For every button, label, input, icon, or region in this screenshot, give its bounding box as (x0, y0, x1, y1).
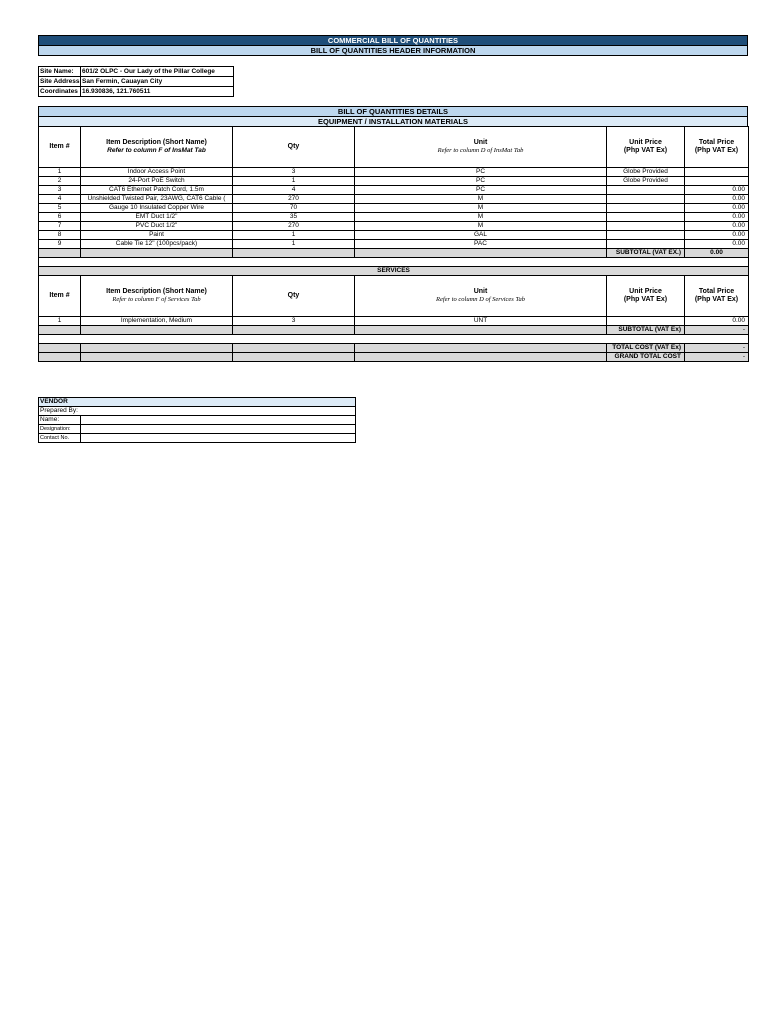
unit-header-label: Unit (473, 288, 488, 295)
total-cost-row (39, 344, 749, 353)
item-total-price: 0.00 (685, 204, 749, 213)
empty-cell (355, 249, 607, 258)
col-desc-header (81, 276, 233, 317)
total-price-label: Total Price (698, 288, 735, 295)
item-description: EMT Duct 1/2" (81, 213, 233, 222)
table-row (39, 231, 749, 240)
item-number: 7 (39, 222, 81, 231)
item-unit-price (607, 204, 685, 213)
unit-price-label: Unit Price (629, 288, 662, 295)
services-title: SERVICES (39, 267, 749, 276)
desc-header-note: Refer to column F of Services Tab (112, 296, 201, 303)
spacer-row (39, 335, 749, 344)
equipment-table (38, 126, 749, 362)
table-row (39, 177, 749, 186)
item-qty: 1 (233, 240, 355, 249)
vendor-title-row (39, 398, 356, 407)
empty-cell (81, 344, 233, 353)
item-qty: 3 (233, 168, 355, 177)
spacer-row (39, 258, 749, 267)
item-unit: M (355, 222, 607, 231)
item-unit: M (355, 213, 607, 222)
item-unit-price (607, 231, 685, 240)
vendor-row (39, 434, 356, 443)
item-number: 4 (39, 195, 81, 204)
subtotal-label: SUBTOTAL (VAT Ex) (607, 326, 685, 335)
empty-cell (81, 249, 233, 258)
spacer-cell (39, 335, 749, 344)
item-qty: 70 (233, 204, 355, 213)
item-unit: M (355, 195, 607, 204)
grand-total-row (39, 353, 749, 362)
item-unit-price (607, 240, 685, 249)
table-row (39, 222, 749, 231)
item-number: 1 (39, 168, 81, 177)
subtotal-value: 0.00 (685, 249, 749, 258)
empty-cell (355, 344, 607, 353)
services-subtotal-row (39, 326, 749, 335)
empty-cell (233, 344, 355, 353)
item-description: Indoor Access Point (81, 168, 233, 177)
item-number: 6 (39, 213, 81, 222)
item-unit-price: Globe Provided (607, 168, 685, 177)
unit-price-sub: (Php VAT Ex) (623, 296, 668, 303)
vendor-value-field (81, 434, 356, 443)
item-unit: GAL (355, 231, 607, 240)
col-item-header: Item # (39, 127, 81, 168)
vendor-label: Name: (39, 416, 81, 425)
item-unit-price: Globe Provided (607, 177, 685, 186)
empty-cell (39, 326, 81, 335)
item-unit: PC (355, 177, 607, 186)
col-total-price-header (685, 127, 749, 168)
vendor-value-field (81, 416, 356, 425)
vendor-row (39, 407, 356, 416)
total-cost-value: - (685, 344, 749, 353)
item-description: Paint (81, 231, 233, 240)
grand-total-label: GRAND TOTAL COST (607, 353, 685, 362)
col-unit-price-header (607, 127, 685, 168)
equipment-title: EQUIPMENT / INSTALLATION MATERIALS (38, 116, 748, 127)
table-row (39, 213, 749, 222)
services-header-row (39, 276, 749, 317)
empty-cell (81, 326, 233, 335)
empty-cell (39, 249, 81, 258)
site-info-value: 16.930836, 121.760511 (81, 87, 234, 97)
item-description: 24-Port PoE Switch (81, 177, 233, 186)
item-unit-price (607, 222, 685, 231)
col-qty-header: Qty (233, 127, 355, 168)
table-row (39, 186, 749, 195)
col-item-header: Item # (39, 276, 81, 317)
site-info-value: San Fermin, Cauayan City (81, 77, 234, 87)
col-unit-price-header (607, 276, 685, 317)
empty-cell (39, 353, 81, 362)
desc-header-label: Item Description (Short Name) (106, 288, 207, 295)
item-total-price (685, 177, 749, 186)
desc-header-note: Refer to column F of InsMat Tab (107, 147, 206, 154)
item-unit-price (607, 195, 685, 204)
empty-cell (233, 353, 355, 362)
item-number: 5 (39, 204, 81, 213)
spacer-cell (39, 258, 749, 267)
vendor-row (39, 425, 356, 434)
item-number: 9 (39, 240, 81, 249)
empty-cell (233, 249, 355, 258)
item-total-price: 0.00 (685, 213, 749, 222)
total-price-label: Total Price (698, 139, 735, 146)
coordinates-row (39, 87, 234, 97)
site-info-value: 601/2 OLPC - Our Lady of the Pillar College (81, 67, 234, 77)
empty-cell (233, 326, 355, 335)
subtotal-label: SUBTOTAL (VAT EX.) (607, 249, 685, 258)
item-total-price: 0.00 (685, 317, 749, 326)
item-total-price: 0.00 (685, 222, 749, 231)
col-unit-header (355, 127, 607, 168)
subtotal-value: - (685, 326, 749, 335)
item-unit-price (607, 213, 685, 222)
site-info-label: Site Address (40, 78, 80, 85)
unit-header-note: Refer to column D of Services Tab (436, 296, 525, 303)
equipment-header-row (39, 127, 749, 168)
equipment-rows (39, 168, 749, 249)
unit-price-sub: (Php VAT Ex) (623, 147, 668, 154)
page-title: COMMERCIAL BILL OF QUANTITIES (38, 35, 748, 46)
col-desc-header (81, 127, 233, 168)
item-qty: 1 (233, 231, 355, 240)
item-qty: 1 (233, 177, 355, 186)
item-unit: UNT (355, 317, 607, 326)
equipment-subtotal-row (39, 249, 749, 258)
table-row (39, 317, 749, 326)
item-description: PVC Duct 1/2" (81, 222, 233, 231)
col-unit-header (355, 276, 607, 317)
vendor-value-field (81, 425, 356, 434)
item-number: 2 (39, 177, 81, 186)
item-description: Implementation, Medium (81, 317, 233, 326)
item-qty: 270 (233, 222, 355, 231)
site-name-row (39, 67, 234, 77)
col-total-price-header (685, 276, 749, 317)
item-qty: 35 (233, 213, 355, 222)
details-title: BILL OF QUANTITIES DETAILS (38, 106, 748, 117)
item-total-price: 0.00 (685, 231, 749, 240)
empty-cell (355, 353, 607, 362)
item-unit-price (607, 317, 685, 326)
item-description: Unshielded Twisted Pair, 23AWG, CAT6 Cable ( (81, 195, 233, 204)
item-total-price (685, 168, 749, 177)
vendor-label: Designation: (39, 425, 81, 434)
item-description: CAT6 Ethernet Patch Cord, 1.5m (81, 186, 233, 195)
services-title-row (39, 267, 749, 276)
vendor-label: Contact No. (39, 434, 81, 443)
table-row (39, 195, 749, 204)
item-unit-price (607, 186, 685, 195)
item-number: 8 (39, 231, 81, 240)
site-info-table (38, 66, 234, 97)
unit-header-label: Unit (473, 139, 488, 146)
vendor-row (39, 416, 356, 425)
empty-cell (81, 353, 233, 362)
col-qty-header: Qty (233, 276, 355, 317)
vendor-title: VENDOR (39, 398, 356, 407)
empty-cell (39, 344, 81, 353)
item-qty: 270 (233, 195, 355, 204)
unit-header-note: Refer to column D of InsMat Tab (437, 147, 524, 154)
site-info-label: Coordinates (39, 87, 81, 97)
total-cost-label: TOTAL COST (VAT Ex) (607, 344, 685, 353)
site-address-row (39, 77, 234, 87)
item-qty: 4 (233, 186, 355, 195)
item-number: 3 (39, 186, 81, 195)
vendor-label: Prepared By: (39, 407, 356, 416)
services-rows (39, 317, 749, 326)
item-total-price: 0.00 (685, 195, 749, 204)
empty-cell (355, 326, 607, 335)
total-price-sub: (Php VAT Ex) (694, 296, 739, 303)
item-unit: PC (355, 168, 607, 177)
unit-price-label: Unit Price (629, 139, 662, 146)
table-row (39, 204, 749, 213)
item-unit: PC (355, 186, 607, 195)
item-unit: PAC (355, 240, 607, 249)
item-total-price: 0.00 (685, 240, 749, 249)
vendor-rows (39, 407, 356, 443)
table-row (39, 240, 749, 249)
item-total-price: 0.00 (685, 186, 749, 195)
item-number: 1 (39, 317, 81, 326)
total-price-sub: (Php VAT Ex) (694, 147, 739, 154)
vendor-table (38, 397, 356, 443)
item-unit: M (355, 204, 607, 213)
table-row (39, 168, 749, 177)
site-info-label: Site Name: (39, 67, 81, 77)
item-qty: 3 (233, 317, 355, 326)
item-description: Gauge 10 Insulated Copper Wire (81, 204, 233, 213)
item-description: Cable Tie 12" (100pcs/pack) (81, 240, 233, 249)
grand-total-value: - (685, 353, 749, 362)
desc-header-label: Item Description (Short Name) (106, 139, 207, 146)
header-info-title: BILL OF QUANTITIES HEADER INFORMATION (38, 45, 748, 56)
